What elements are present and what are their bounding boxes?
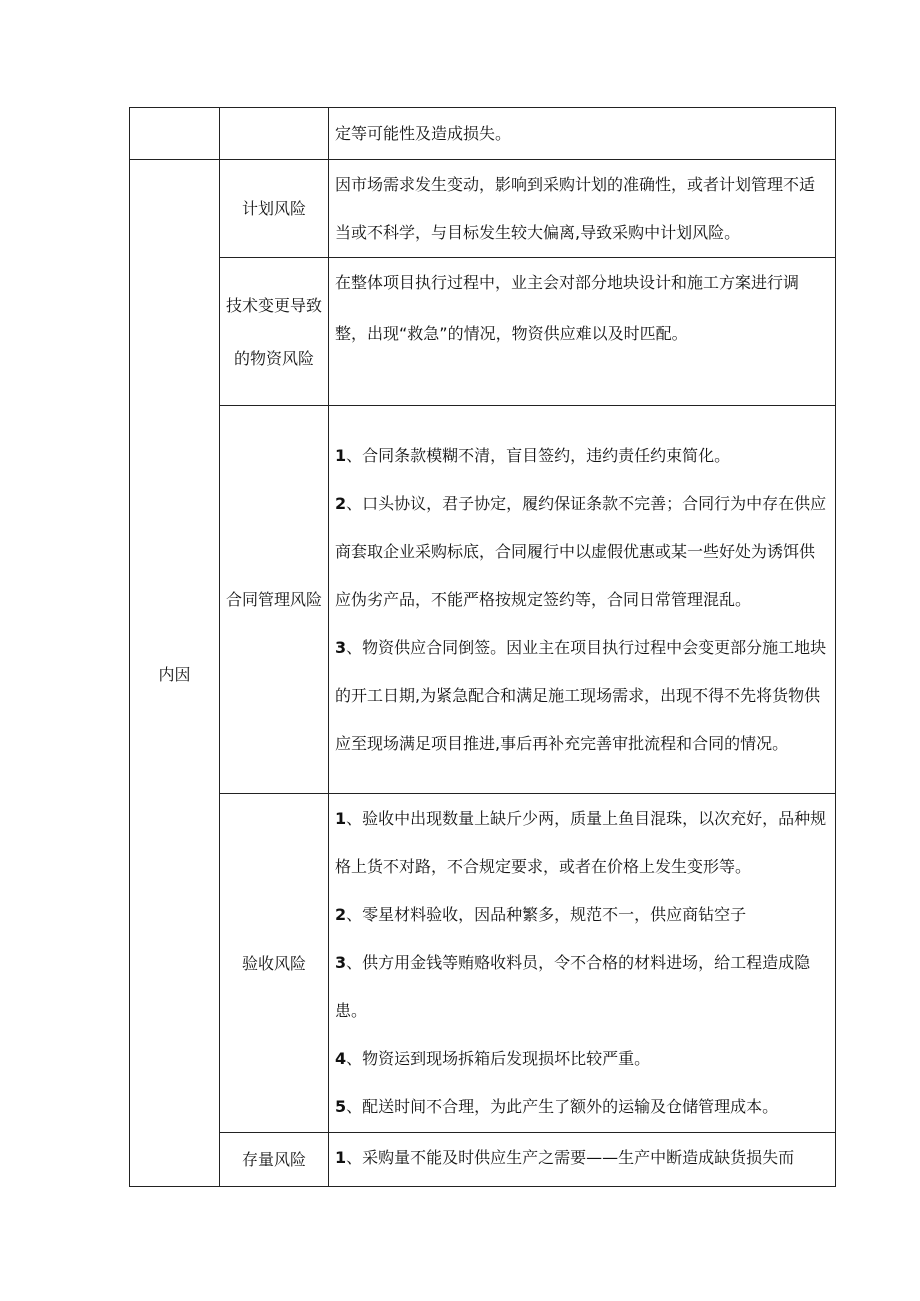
risk-type-label: 存量风险 [241,1150,306,1169]
item-text: 、验收中出现数量上缺斤少两，质量上鱼目混珠，以次充好，品种规格上货不对路，不合规定要求，或者在价格上发生变形等。 [335,809,827,876]
risk-description [329,160,836,258]
item-text: 、采购量不能及时供应生产之需要——生产中断造成缺货损失而 [346,1147,795,1167]
group-label-cell [130,160,220,1187]
risk-description [329,108,836,160]
risk-type-cell [220,406,329,794]
list-item [335,1083,829,1131]
group-label: 内因 [158,664,191,684]
item-number: 4 [335,1049,347,1068]
risk-description [329,406,836,794]
description-text: 因市场需求发生变动，影响到采购计划的准确性，或者计划管理不适当或不科学，与目标发生较大偏离,导致采购中计划风险。 [335,174,816,242]
item-text: 、口头协议，君子协定，履约保证条款不完善；合同行为中存在供应商套取企业采购标底，合同履行中以虚假优惠或某一些好处为诱饵供应伪劣产品，不能严格按规定签约等，合同日常管理混乱。 [335,493,827,609]
risk-type-cell [220,1133,329,1187]
risk-description [329,258,836,406]
risk-type-label: 合同管理风险 [225,590,322,609]
risk-description [329,1133,836,1187]
item-number: 2 [335,493,347,513]
risk-type-cell [220,160,329,258]
item-number: 1 [335,1147,347,1167]
description-text: 在整体项目执行过程中，业主会对部分地块设计和施工方案进行调整，出现“救急”的情况，物资供应难以及时匹配。 [335,272,800,343]
risk-type-label: 技术变更导致的物资风险 [225,295,322,368]
list-item [335,1134,829,1182]
risk-table [129,107,836,1187]
risk-type-label: 验收风险 [241,953,306,973]
item-number: 1 [335,445,347,465]
item-number: 2 [335,905,347,924]
table-row [130,108,836,160]
list-item [335,939,829,1035]
item-number: 3 [335,953,347,972]
item-text: 、物资供应合同倒签。因业主在项目执行过程中会变更部分施工地块的开工日期,为紧急配合和满足施工现场需求，出现不得不先将货物供应至现场满足项目推进,事后再补充完善审批流程和合同的情况。 [335,637,827,753]
empty-cell [220,108,329,160]
item-text: 、零星材料验收，因品种繁多，规范不一，供应商钻空子 [346,905,747,924]
item-number: 5 [335,1097,347,1116]
list-item [335,480,829,624]
item-number: 3 [335,637,347,657]
table-row [130,406,836,794]
item-number: 1 [335,809,347,828]
table-row [130,160,836,258]
item-text: 、供方用金钱等贿赂收料员，令不合格的材料进场，给工程造成隐患。 [335,953,811,1020]
risk-type-cell [220,258,329,406]
item-text: 、合同条款模糊不清，盲目签约，违约责任约束简化。 [346,445,731,465]
description-text: 定等可能性及造成损失。 [335,123,512,143]
item-text: 、配送时间不合理，为此产生了额外的运输及仓储管理成本。 [346,1097,779,1116]
list-item [335,1035,829,1083]
table-row [130,794,836,1133]
item-text: 、物资运到现场拆箱后发现损坏比较严重。 [346,1049,651,1068]
empty-cell [130,108,220,160]
list-item [335,432,829,480]
risk-type-label: 计划风险 [241,199,306,218]
risk-type-cell [220,794,329,1133]
list-item [335,624,829,768]
table-row [130,1133,836,1187]
table-row [130,258,836,406]
list-item [335,891,829,939]
list-item [335,795,829,891]
risk-description [329,794,836,1133]
